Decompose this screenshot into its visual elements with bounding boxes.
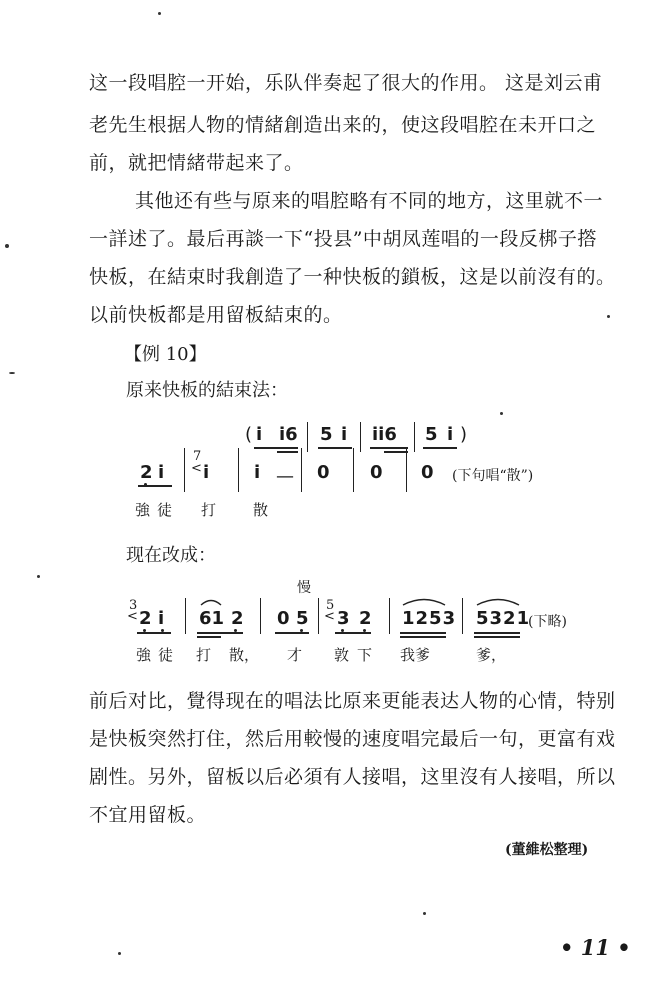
score1-note: i: [254, 462, 261, 483]
score1-intro-note: i6: [279, 424, 298, 445]
score2-underline: [137, 632, 171, 634]
score2-slur: [475, 596, 521, 606]
score1-underline: [384, 451, 408, 453]
conclusion-line-3: 剧性。另外，留板以后必須有人接唱，这里沒有人接唱，所以: [89, 766, 616, 788]
score1-note: 2: [140, 462, 153, 483]
paragraph-2-line-2: 一詳述了。最后再談一下“投县”中胡凤莲唱的一段反梆子撘: [89, 228, 597, 250]
score2-slur: [199, 596, 223, 606]
score1-barline: [184, 448, 185, 492]
score1-lyric: 散: [253, 501, 269, 519]
score1-intro-close: ): [460, 424, 468, 445]
score2-lyric: 我爹: [400, 646, 431, 664]
score1-underline: [318, 447, 352, 449]
original-heading: 原来快板的結束法：: [126, 380, 288, 401]
score2-underline: [400, 636, 446, 638]
scan-speck: [607, 315, 610, 318]
score2-tail-note: (下略): [528, 614, 567, 630]
score2-slur: [401, 596, 447, 606]
score1-lyric: 徒: [157, 501, 173, 519]
score2-lyric: 才: [287, 646, 303, 664]
score1-barline: [238, 448, 239, 492]
score2-underline: [474, 636, 520, 638]
score1-underline: [277, 451, 298, 453]
example-label: 【例 10】: [124, 344, 207, 365]
score2-tempo-mark: 慢: [297, 580, 311, 596]
score1-intro-note: 5: [425, 424, 438, 445]
score2-note: 3: [337, 608, 350, 629]
score1-underline: [138, 485, 172, 487]
score1-intro-note: i: [341, 424, 348, 445]
conclusion-line-2: 是快板突然打住，然后用較慢的速度唱完最后一句，更富有戏: [89, 728, 616, 750]
score2-grace-mark: <: [324, 609, 335, 624]
score2-lyric: 散，: [229, 646, 260, 664]
score1-barline: [307, 422, 308, 452]
score2-lyric: 下: [357, 646, 373, 664]
score1-barline: [301, 448, 302, 492]
score1-intro-note: i: [256, 424, 263, 445]
score2-note: 1253: [402, 608, 457, 629]
score1-underline: [423, 447, 457, 449]
score1-note: 0: [370, 462, 383, 483]
conclusion-line-1: 前后对比，覺得现在的唱法比原来更能表达人物的心情，特别: [89, 690, 616, 712]
score1-underline: [254, 447, 298, 449]
score2-note: 5321: [476, 608, 531, 629]
score1-tail-note: (下句唱“散”): [452, 468, 534, 484]
score2-note: 5: [296, 608, 309, 629]
score1-lyric: 打: [201, 501, 217, 519]
page-number: • 11 •: [560, 935, 631, 960]
score2-barline: [260, 598, 261, 634]
score1-intro-open: (: [245, 424, 253, 445]
score2-underline: [400, 632, 446, 634]
score2-note: i: [158, 608, 165, 629]
editor-credit: (董維松整理): [505, 842, 589, 858]
score1-barline: [414, 422, 415, 452]
score2-lyric: 敦: [334, 646, 350, 664]
score1-note: i: [158, 462, 165, 483]
scan-speck: [423, 912, 426, 915]
score1-barline: [360, 422, 361, 452]
score1-note: 0: [421, 462, 434, 483]
score1-grace: 7: [193, 449, 202, 464]
score2-underline: [197, 632, 243, 634]
scan-speck: [118, 952, 121, 955]
paragraph-1-line-3: 前，就把情緒带起来了。: [89, 152, 304, 174]
score2-note: 2: [231, 608, 244, 629]
score2-underline: [474, 632, 520, 634]
scan-speck: [500, 412, 503, 415]
score2-barline: [389, 598, 390, 634]
paragraph-2-line-1: 其他还有些与原来的唱腔略有不同的地方，这里就不一: [135, 190, 604, 212]
scan-speck: [9, 372, 15, 374]
score2-lyric: 打: [196, 646, 212, 664]
score2-grace: 3: [129, 598, 138, 613]
score1-barline: [406, 448, 407, 492]
score2-underline: [335, 632, 371, 634]
paragraph-2-line-3: 快板，在結束时我創造了一种快板的鎖板，这是以前沒有的。: [89, 266, 616, 288]
score1-intro-note: i: [447, 424, 454, 445]
score2-barline: [318, 598, 319, 634]
score1-intro-note: 5: [320, 424, 333, 445]
score2-grace: 5: [326, 598, 335, 613]
score1-intro-note: ii6: [372, 424, 397, 445]
score1-barline: [353, 448, 354, 492]
score2-note: 0: [277, 608, 290, 629]
score2-lyric: 徒: [158, 646, 174, 664]
score1-note: i: [203, 462, 210, 483]
score2-grace-mark: <: [127, 609, 138, 624]
score1-underline: [370, 447, 408, 449]
scan-speck: [5, 244, 9, 248]
conclusion-line-4: 不宜用留板。: [89, 804, 207, 826]
score2-barline: [185, 598, 186, 634]
score2-barline: [462, 598, 463, 634]
score1-lyric: 強: [135, 501, 151, 519]
score2-note: 2: [359, 608, 372, 629]
paragraph-1-line-2: 老先生根据人物的情緒創造出来的，使这段唱腔在未开口之: [89, 114, 597, 136]
score2-note: 2: [139, 608, 152, 629]
score2-underline: [197, 636, 221, 638]
scan-speck: [158, 12, 161, 15]
paragraph-1-line-1: 这一段唱腔一开始，乐队伴奏起了很大的作用。 这是刘云甫: [89, 72, 603, 94]
score1-dash: —: [276, 466, 294, 487]
scan-speck: [37, 575, 40, 578]
score2-note: 61: [199, 608, 225, 629]
score2-lyric: 強: [136, 646, 152, 664]
score2-underline: [275, 632, 309, 634]
now-heading: 现在改成：: [126, 545, 216, 566]
score1-note: 0: [317, 462, 330, 483]
score2-lyric: 爹，: [476, 646, 507, 664]
paragraph-2-line-4: 以前快板都是用留板結束的。: [89, 304, 343, 326]
score1-grace-mark: <: [191, 461, 202, 476]
